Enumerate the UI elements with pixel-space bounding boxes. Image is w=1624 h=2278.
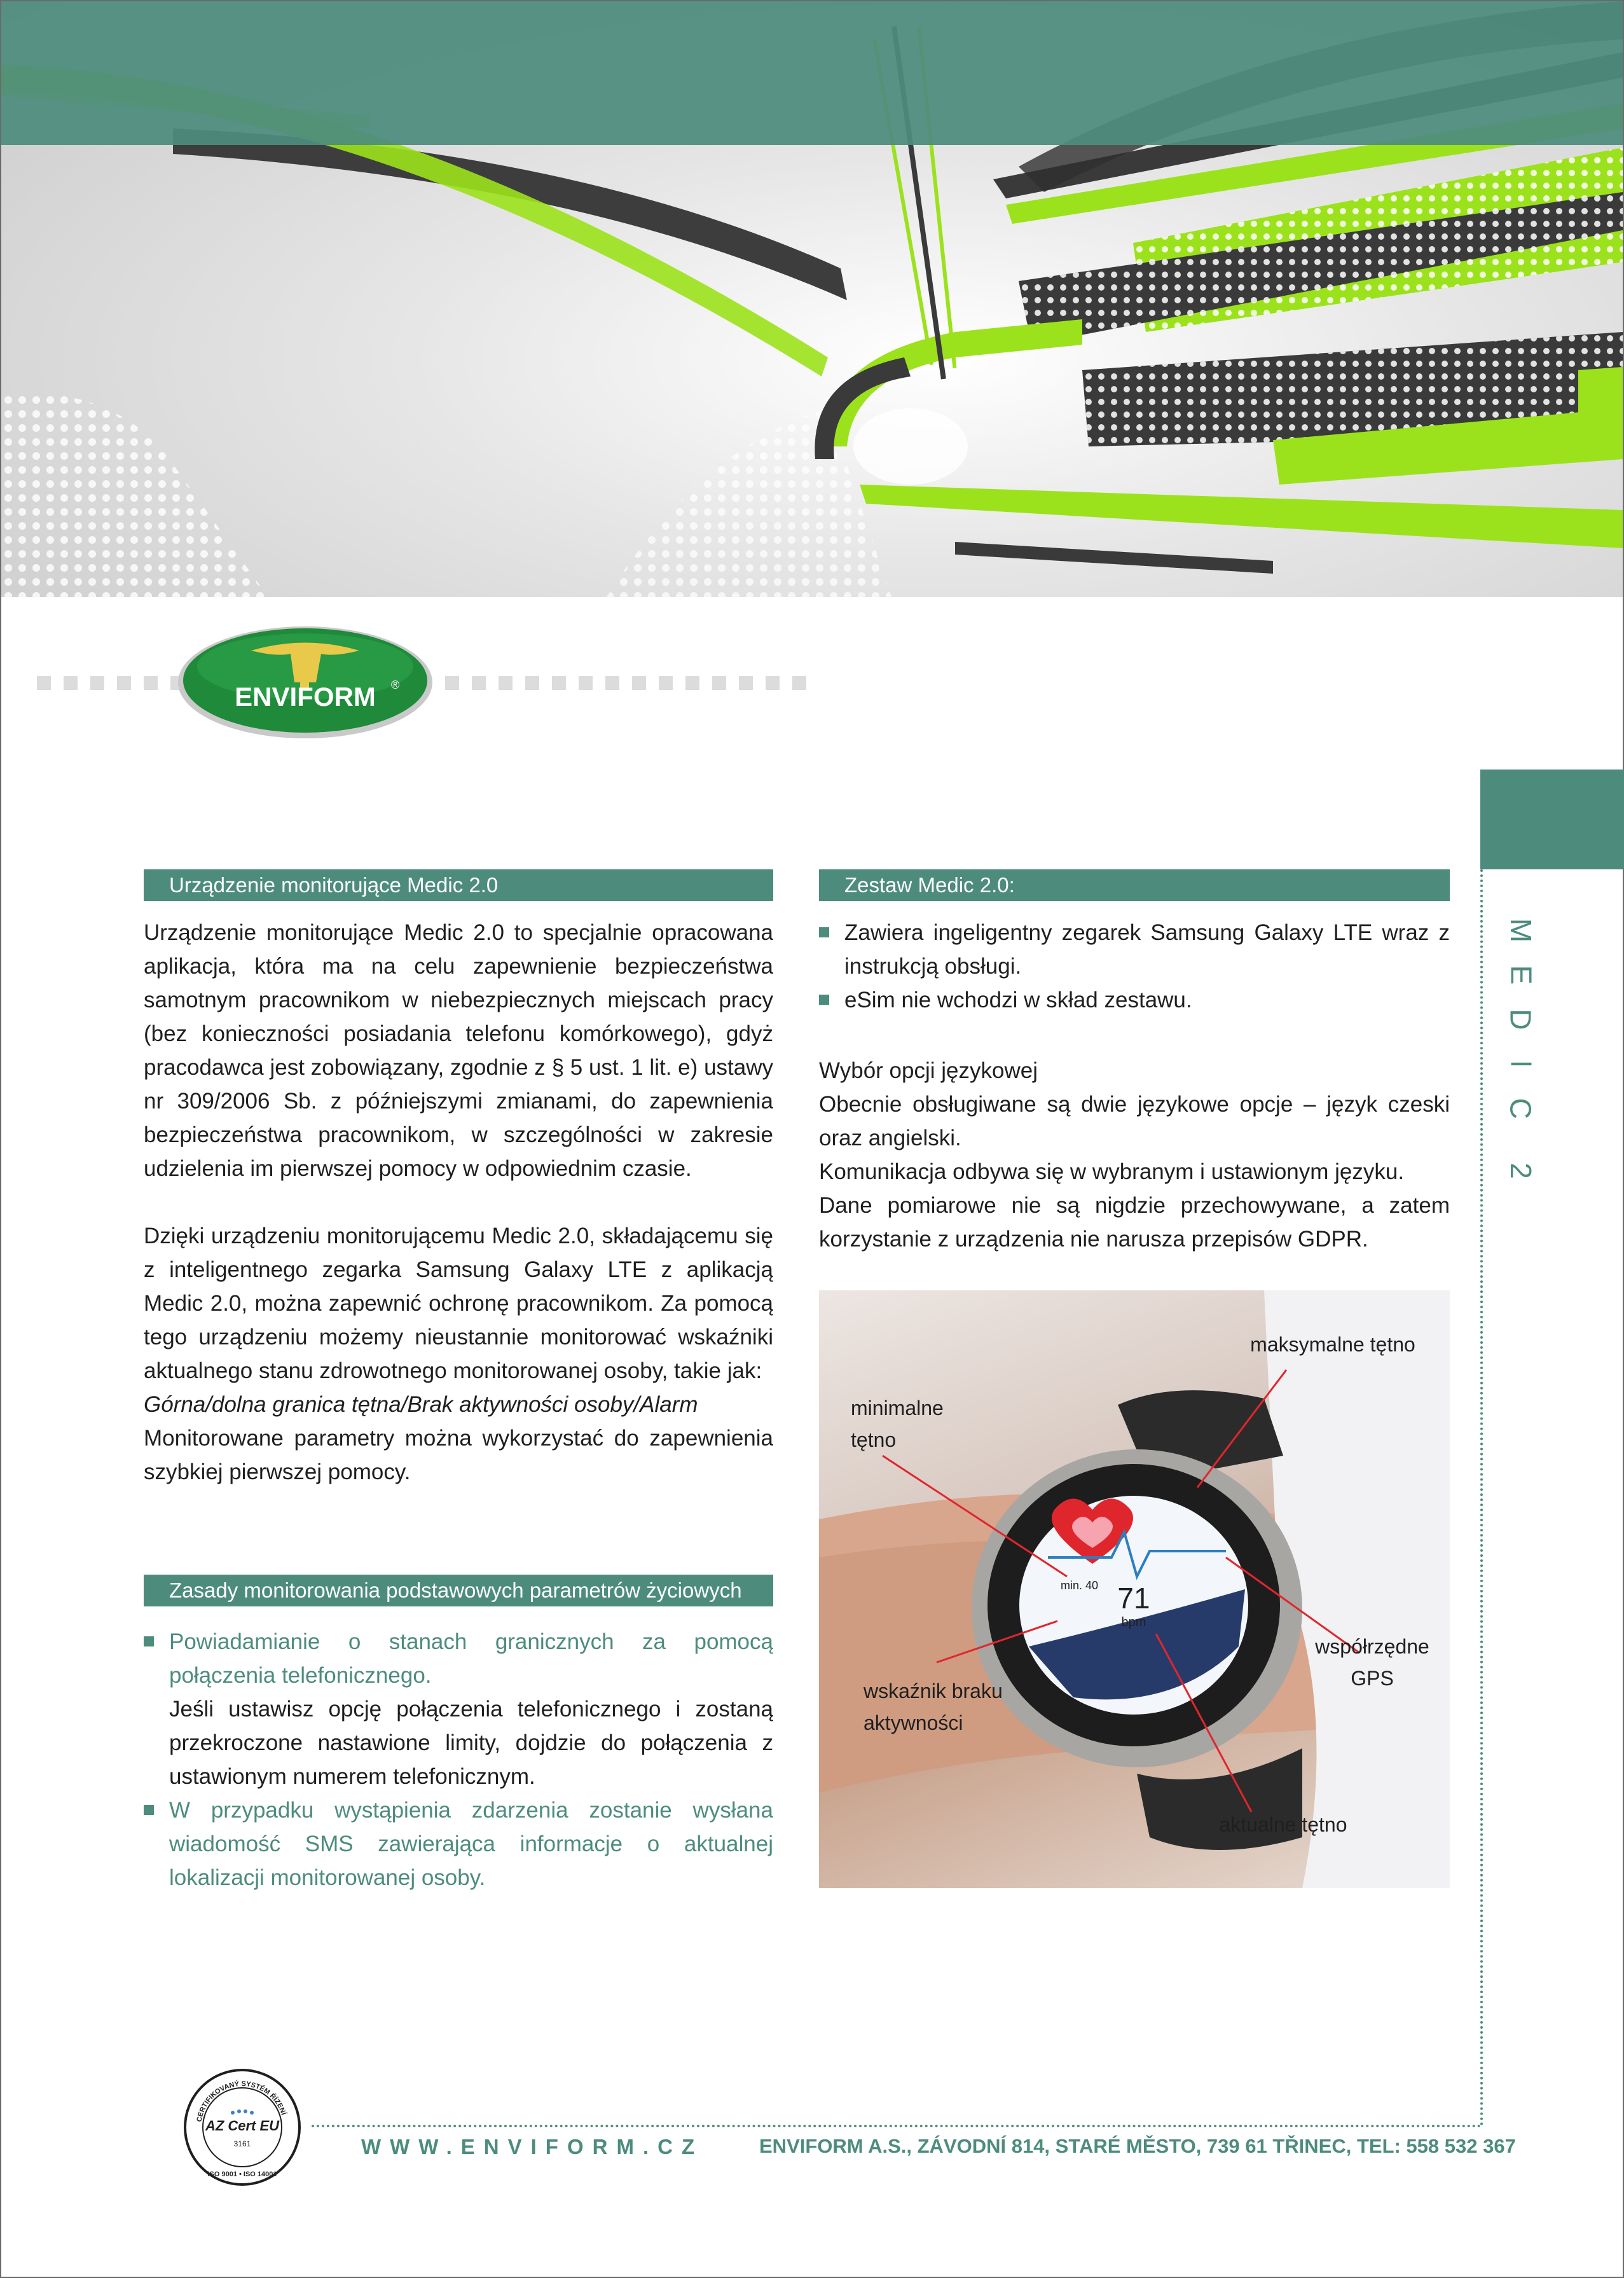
side-letter: M [1504, 918, 1538, 943]
device-parameters-italic: Górna/dolna granica tętna/Brak aktywności osoby/Alarm [144, 1392, 698, 1417]
device-paragraph-3: Monitorowane parametry można wykorzystać do zapewnienia szybkiej pierwszej pomocy. [144, 1426, 773, 1484]
side-tab-block [1480, 770, 1624, 869]
watch-bpm: 71 [1117, 1582, 1150, 1615]
side-letter: I [1504, 1060, 1538, 1068]
callout-max-heart-rate: maksymalne tętno [1250, 1333, 1415, 1356]
enviform-logo[interactable] [175, 622, 436, 743]
callout-min-heart-rate: minimalne tętno [851, 1397, 944, 1451]
side-letter: E [1504, 965, 1538, 985]
side-title-medic-2 [1502, 916, 1540, 1185]
footer-website-link[interactable]: WWW.ENVIFORM.CZ [361, 2135, 704, 2158]
language-paragraph-1: Obecnie obsługiwane są dwie językowe opcje – język czeski oraz angielski. [819, 1092, 1450, 1150]
list-item: W przypadku wystąpienia zdarzenia zostanie wysłana wiadomość SMS zawierająca informacje o aktualnej lokalizacji monitorowanej osoby. [144, 1793, 773, 1895]
watch-bpm-unit: bpm [1121, 1615, 1146, 1629]
watch-photo [819, 1290, 1450, 1888]
decorative-dots-right [445, 676, 806, 690]
section-heading-device: Urządzenie monitorujące Medic 2.0 [144, 869, 773, 901]
certification-seal [182, 2067, 303, 2188]
watch-min: min. 40 [1061, 1579, 1099, 1592]
registered-mark: ® [391, 679, 400, 691]
device-description [144, 916, 773, 1489]
kit-list [819, 916, 1450, 1017]
section-heading-monitoring-rules: Zasady monitorowania podstawowych parametrów życiowych [144, 1575, 773, 1606]
language-title: Wybór opcji językowej [819, 1058, 1038, 1083]
language-paragraph-2: Komunikacja odbywa się w wybranym i ustawionym języku. [819, 1159, 1405, 1184]
language-paragraph-3: Dane pomiarowe nie są nigdzie przechowywane, a zatem korzystanie z urządzenia nie narusza przepisów GDPR. [819, 1193, 1450, 1252]
dotted-line-horizontal [312, 2125, 1482, 2127]
bullet-text: Jeśli ustawisz opcję połączenia telefonicznego i zostaną przekroczone nastawione limity, dojdzie do połączenia z ustawionym numerem telefonicznym. [169, 1697, 773, 1789]
bullet-title: Powiadamianie o stanach granicznych za pomocą połączenia telefonicznego. [169, 1629, 773, 1688]
cert-number: 3161 [233, 2139, 251, 2148]
side-letter: 2 [1504, 1163, 1538, 1179]
device-paragraph-1: Urządzenie monitorujące Medic 2.0 to specjalnie opracowana aplikacja, która ma na celu zapewnienie bezpieczeństwa samotnym pracownikom w niebezpiecznych miejscach pracy (bez konieczności posiadania telefonu komórkowego), gdyż pracodawca jest zobowiązany, zgodnie z § 5 ust. 1 lit. e) ustawy nr 309/2006 Sb. z późniejszymi zmianami, do zapewnienia bezpieczeństwa pracownikom, w szczególności w zakresie udzielenia im pierwszej pomocy w odpowiednim czasie. [144, 920, 773, 1181]
section-heading-kit: Zestaw Medic 2.0: [819, 869, 1450, 901]
side-letter: D [1504, 1009, 1538, 1030]
callout-gps: współrzędne GPS [1315, 1635, 1429, 1690]
cert-brand: AZ Cert EU [205, 2118, 280, 2134]
watch-max: max. 150 [1175, 1490, 1223, 1503]
hero-top-band [1, 1, 1623, 145]
cert-arc-text: CERTIFIKOVANÝ SYSTÉM ŘÍZENÍ [195, 2080, 287, 2123]
logo-text: ENVIFORM [235, 682, 376, 712]
language-options [819, 1054, 1450, 1256]
device-paragraph-2: Dzięki urządzeniu monitorującemu Medic 2.0, składającemu się z inteligentnego zegarka Samsung Galaxy LTE z aplikacją Medic 2.0, można zapewnić ochronę pracownikom. Za pomocą tego urządzeniu możemy nieustannie monitorować wskaźniki aktualnego stanu zdrowotnego monitorowanej osoby, takie jak: [144, 1224, 773, 1383]
list-item: eSim nie wchodzi w skład zestawu. [819, 983, 1450, 1017]
list-item: Zawiera ingeligentny zegarek Samsung Galaxy LTE wraz z instrukcją obsługi. [819, 916, 1450, 983]
cert-iso: ISO 9001 • ISO 14001 [207, 2171, 277, 2178]
list-item [144, 1625, 773, 1793]
dotted-line-vertical [1480, 869, 1483, 2127]
side-letter: C [1504, 1098, 1538, 1119]
footer-address: ENVIFORM A.S., ZÁVODNÍ 814, STARÉ MĚSTO, 739 61 TŘINEC, TEL: 558 532 367 [759, 2135, 1516, 2157]
callout-current-heart-rate: aktualne tętno [1219, 1813, 1347, 1836]
monitoring-rules-list [144, 1625, 773, 1895]
callout-inactivity: wskaźnik braku aktywności [864, 1680, 1003, 1734]
hero-banner [1, 1, 1623, 597]
